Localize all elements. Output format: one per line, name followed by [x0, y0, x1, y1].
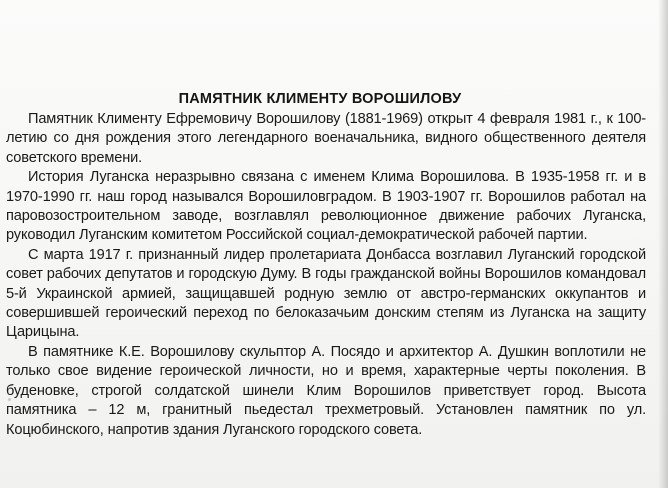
page-edge-shadow [658, 0, 668, 488]
paragraph-4: В памятнике К.Е. Ворошилову скульптор А. Посядо и архитектор А. Душкин воплотили не только свое видение героической личности, но и время, характерные черты поколения. В буденовке, строгой солдатской шинели Клим Ворошилов приветствует город. Высота памятника – 12 м, гранитный пьедестал трехметровый. Установлен памятник по ул. Коцюбинского, напротив здания Луганского городского совета. [6, 343, 646, 438]
paragraph-1: Памятник Клименту Ефремовичу Ворошилову (1881-1969) открыт 4 февраля 1981 г., к 100-летию со дня рождения этого легендарного военачальника, видного общественного деятеля советского времени. [6, 111, 646, 166]
paragraph-2: История Луганска неразрывно связана с именем Клима Ворошилова. В 1935-1958 гг. и в 1970-1990 гг. наш город назывался Ворошиловградом. В 1903-1907 гг. Ворошилов работал на паровозостроительном заводе, возглавлял революционное движение рабочих Луганска, руководил Луганским комитетом Российской социал-демократической рабочей партии. [6, 169, 646, 244]
paragraph-3: С марта 1917 г. признанный лидер пролетариата Донбасса возглавил Луганский городской совет рабочих депутатов и городскую Думу. В годы гражданской войны Ворошилов командовал 5-й Украинской армией, защищавшей родную землю от австро-германских оккупантов и совершившей героический переход по белоказачьим донским степям из Луганска на защиту Царицына. [6, 246, 646, 341]
document-title: ПАМЯТНИК КЛИМЕНТУ ВОРОШИЛОВУ [178, 91, 462, 107]
article-body [6, 110, 646, 440]
